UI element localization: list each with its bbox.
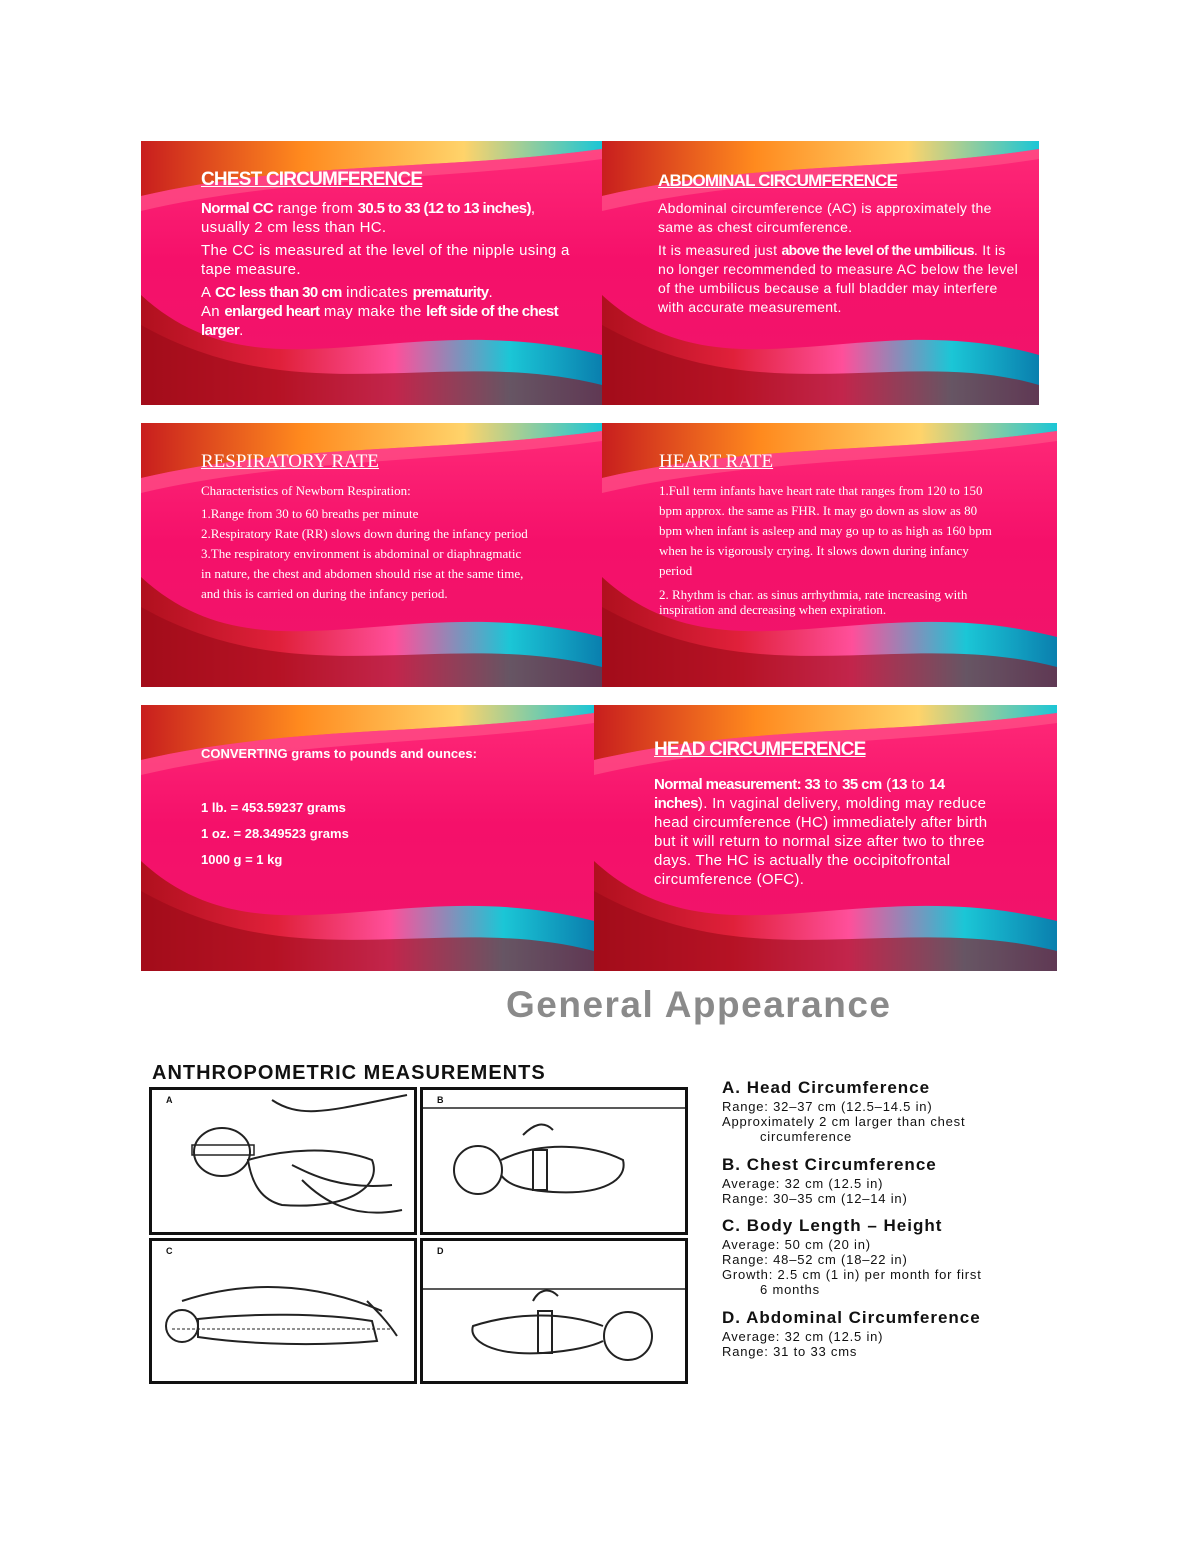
reference-line: Range: 48–52 cm (18–22 in) [722, 1252, 908, 1267]
panel-d-abdominal-measure [420, 1238, 688, 1384]
reference-line: Approximately 2 cm larger than chest [722, 1114, 966, 1129]
infant-abdomen-illustration [423, 1241, 685, 1381]
reference-line: Average: 32 cm (12.5 in) [722, 1329, 884, 1344]
chest-measure-level: The CC is measured at the level of the nipple using a tape measure. [201, 242, 570, 278]
panel-c-length-measure [149, 1238, 417, 1384]
heart-item-1: 1.Full term infants have heart rate that ranges from 120 to 150 bpm approx. the same as FHR. It may go down as slow as 80 bpm when infant is asleep and may go up to as high as 160 bpm when he is vigorously crying. It slows down during infancy period [659, 483, 992, 578]
reference-heading: B. Chest Circumference [722, 1155, 937, 1174]
chest-normal-range: Normal CC range from 30.5 to 33 (12 to 13 inches), usually 2 cm less than HC. [201, 200, 536, 236]
slide-title: HEAD CIRCUMFERENCE [654, 739, 866, 760]
reference-heading: A. Head Circumference [722, 1078, 931, 1097]
chest-prematurity: A CC less than 30 cm indicates prematurity. [201, 284, 493, 301]
abdominal-approx: Abdominal circumference (AC) is approximately the same as chest circumference. [658, 200, 992, 235]
slide-abdominal-circumference [602, 141, 1039, 405]
conversion-line: 1 oz. = 28.349523 grams [201, 826, 349, 841]
respiratory-item: 3.The respiratory environment is abdominal or diaphragmatic in nature, the chest and abdomen should rise at the same time, and this is carried on during the infancy period. [201, 546, 524, 601]
infant-chest-illustration [423, 1090, 685, 1232]
slide-title: HEART RATE [659, 451, 774, 472]
reference-line: circumference [760, 1129, 853, 1144]
slide-title: RESPIRATORY RATE [201, 451, 379, 472]
slide-converting [141, 705, 594, 971]
converting-title: CONVERTING grams to pounds and ounces: [201, 746, 477, 761]
abdominal-measure: It is measured just above the level of the umbilicus. It is no longer recommended to measure AC below the level of the umbilicus because a full bladder may interfere with accurate measurement. [658, 242, 1019, 315]
infant-length-illustration [152, 1241, 414, 1381]
reference-line: Range: 30–35 cm (12–14 in) [722, 1191, 908, 1206]
reference-line: 6 months [760, 1282, 820, 1297]
conversion-line: 1000 g = 1 kg [201, 852, 283, 867]
reference-abdominal [722, 1308, 981, 1359]
reference-length [722, 1216, 982, 1297]
reference-chest [722, 1155, 937, 1206]
reference-line: Range: 31 to 33 cms [722, 1344, 858, 1359]
reference-line: Range: 32–37 cm (12.5–14.5 in) [722, 1099, 933, 1114]
panel-label: D [437, 1246, 444, 1256]
slide-chest-circumference [141, 141, 602, 405]
panel-label: B [437, 1095, 444, 1105]
slide-title: ABDOMINAL CIRCUMFERENCE [658, 171, 898, 190]
respiratory-item: 2.Respiratory Rate (RR) slows down during the infancy period [201, 526, 528, 541]
reference-heading: C. Body Length – Height [722, 1216, 943, 1235]
heart-item-2: 2. Rhythm is char. as sinus arrhythmia, rate increasing with inspiration and decreasing when expiration. [659, 587, 968, 617]
panel-label: C [166, 1246, 173, 1256]
chest-enlarged-heart: An enlarged heart may make the left side of the chest larger. [201, 303, 558, 339]
slide-heart-rate [602, 423, 1057, 687]
slide-title: CHEST CIRCUMFERENCE [201, 169, 423, 190]
reference-head [722, 1078, 965, 1144]
conversion-line: 1 lb. = 453.59237 grams [201, 800, 346, 815]
anthropometric-title: ANTHROPOMETRIC MEASUREMENTS [152, 1062, 546, 1084]
slide-respiratory-rate [141, 423, 602, 687]
infant-head-illustration [152, 1090, 414, 1232]
panel-b-chest-measure [420, 1087, 688, 1235]
page-title: General Appearance [506, 984, 892, 1025]
reference-heading: D. Abdominal Circumference [722, 1308, 981, 1327]
reference-line: Average: 32 cm (12.5 in) [722, 1176, 884, 1191]
slide-head-circumference [594, 705, 1057, 971]
reference-line: Growth: 2.5 cm (1 in) per month for first [722, 1267, 982, 1282]
head-normal-measurement: Normal measurement: 33 to 35 cm (13 to 14 inches). In vaginal delivery, molding may reduce head circumference (HC) immediately after birth but it will return to normal size after two to three days. The HC is actually the occipitofrontal circumference (OFC). [654, 776, 988, 888]
respiratory-intro: Characteristics of Newborn Respiration: [201, 483, 411, 498]
respiratory-item: 1.Range from 30 to 60 breaths per minute [201, 506, 419, 521]
reference-line: Average: 50 cm (20 in) [722, 1237, 871, 1252]
panel-label: A [166, 1095, 173, 1105]
panel-a-head-measure [149, 1087, 417, 1235]
